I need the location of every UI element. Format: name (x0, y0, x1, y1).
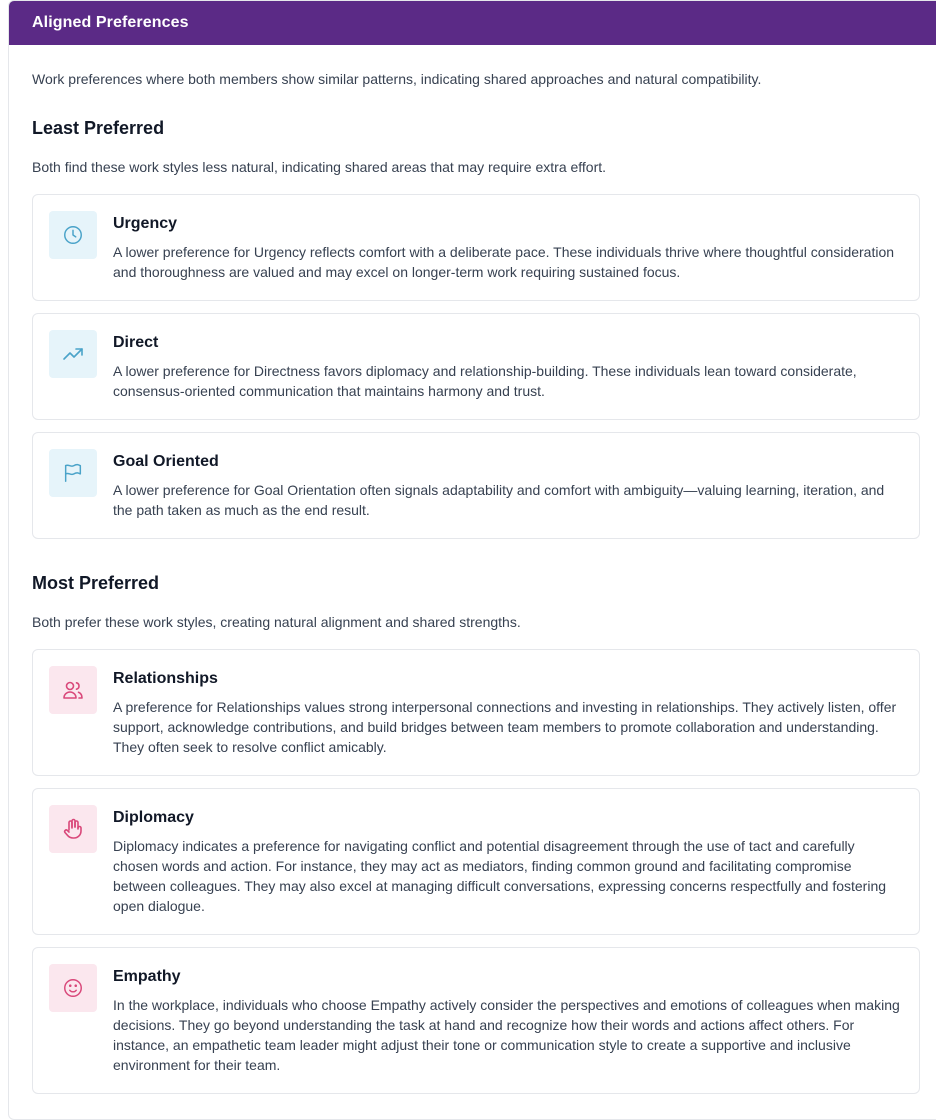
preference-card-direct (32, 313, 920, 420)
preference-card-urgency (32, 194, 920, 301)
trending-up-icon (49, 330, 97, 378)
preference-card-goal-oriented (32, 432, 920, 539)
aligned-preferences-panel (8, 0, 936, 1120)
panel-header (9, 1, 936, 45)
most-preferred-description: Both prefer these work styles, creating natural alignment and shared strengths. (32, 614, 521, 630)
users-icon (49, 666, 97, 714)
least-preferred-description: Both find these work styles less natural, indicating shared areas that may require extra effort. (32, 159, 607, 175)
smile-icon (49, 964, 97, 1012)
card-title: Urgency (113, 215, 178, 232)
card-title: Relationships (113, 670, 218, 687)
card-description: A lower preference for Goal Orientation often signals adaptability and comfort with ambiguity—valuing learning, iteration, and the path taken as much as the end result. (113, 482, 885, 518)
intro-text: Work preferences where both members show similar patterns, indicating shared approaches and natural compatibility. (32, 71, 762, 87)
card-description: A lower preference for Urgency reflects comfort with a deliberate pace. These individuals thrive where thoughtful consideration and thoroughness are valued and may excel on longer-term work requiring sustained focus. (113, 244, 895, 280)
card-title: Direct (113, 334, 159, 351)
card-description: A preference for Relationships values strong interpersonal connections and investing in relationships. They actively listen, offer support, acknowledge contributions, and build bridges between team members to promote collaboration and understanding. They often seek to resolve conflict amicably. (113, 699, 897, 755)
most-preferred-title: Most Preferred (32, 573, 160, 593)
card-title: Goal Oriented (113, 453, 219, 470)
preference-card-relationships (32, 649, 920, 776)
flag-icon (49, 449, 97, 497)
card-description: A lower preference for Directness favors diplomacy and relationship-building. These individuals lean toward considerate, consensus-oriented communication that maintains harmony and trust. (113, 363, 857, 399)
panel-title: Aligned Preferences (32, 14, 189, 31)
least-preferred-title: Least Preferred (32, 118, 165, 138)
card-title: Diplomacy (113, 809, 194, 826)
preference-card-empathy (32, 947, 920, 1094)
panel-body (9, 45, 921, 1094)
clock-icon (49, 211, 97, 259)
hand-icon (49, 805, 97, 853)
card-description: In the workplace, individuals who choose Empathy actively consider the perspectives and emotions of colleagues when making decisions. They go beyond understanding the task at hand and recognize how their words and actions affect others. For instance, an empathetic team leader might adjust their tone or communication style to create a supportive and inclusive environment for their team. (113, 997, 900, 1073)
card-description: Diplomacy indicates a preference for navigating conflict and potential disagreement through the use of tact and carefully chosen words and action. For instance, they may act as mediators, finding common ground and facilitating compromise between colleagues. They may also excel at managing difficult conversations, expressing concerns respectfully and fostering open dialogue. (113, 838, 887, 914)
card-title: Empathy (113, 968, 181, 985)
preference-card-diplomacy (32, 788, 920, 935)
